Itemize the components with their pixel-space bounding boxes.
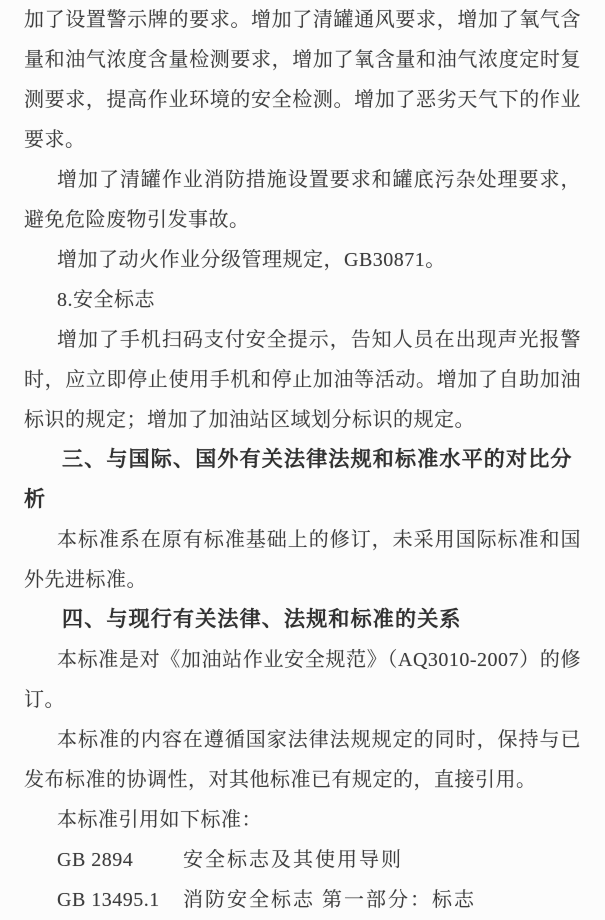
paragraph: 本标准的内容在遵循国家法律法规规定的同时，保持与已发布标准的协调性，对其他标准已有规定的，直接引用。 (24, 729, 581, 791)
reference-row (24, 840, 581, 880)
reference-title: 消防安全标志 第一部分：标志 (183, 889, 476, 911)
reference-title: 安全标志及其使用导则 (183, 849, 403, 871)
reference-code: GB 2894 (57, 849, 134, 871)
paragraph: 加了设置警示牌的要求。增加了清罐通风要求，增加了氧气含量和油气浓度含量检测要求，增加了氧含量和油气浓度定时复测要求，提高作业环境的安全检测。增加了恶劣天气下的作业要求。 (24, 9, 581, 151)
paragraph: 增加了动火作业分级管理规定，GB30871。 (57, 249, 446, 271)
paragraph: 增加了手机扫码支付安全提示，告知人员在出现声光报警时，应立即停止使用手机和停止加油等活动。增加了自助加油标识的规定；增加了加油站区域划分标识的规定。 (24, 329, 581, 431)
section-heading: 三、与国际、国外有关法律法规和标准水平的对比分析 (24, 448, 573, 511)
reference-code: GB 13495.1 (57, 889, 160, 911)
paragraph: 增加了清罐作业消防措施设置要求和罐底污杂处理要求，避免危险废物引发事故。 (24, 169, 581, 231)
paragraph: 8.安全标志 (57, 289, 155, 311)
paragraph: 本标准系在原有标准基础上的修订，未采用国际标准和国外先进标准。 (24, 529, 581, 591)
paragraph: 本标准是对《加油站作业安全规范》（AQ3010-2007）的修订。 (24, 649, 581, 711)
reference-row (24, 880, 581, 920)
paragraph: 本标准引用如下标准： (57, 809, 262, 831)
section-heading: 四、与现行有关法律、法规和标准的关系 (62, 608, 462, 631)
